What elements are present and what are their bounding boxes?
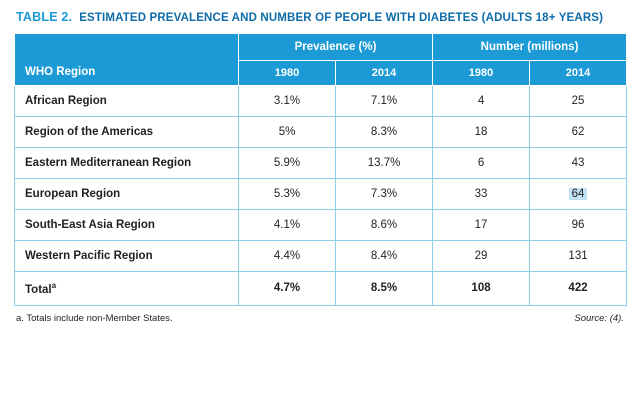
table-row bbox=[15, 117, 627, 148]
row-region-label: Western Pacific Region bbox=[15, 241, 239, 272]
table-row bbox=[15, 179, 627, 210]
table-row bbox=[15, 86, 627, 117]
row-region-label: African Region bbox=[15, 86, 239, 117]
table-title-text: ESTIMATED PREVALENCE AND NUMBER OF PEOPLE WITH DIABETES (ADULTS 18+ YEARS) bbox=[79, 12, 604, 24]
row-region-label: South-East Asia Region bbox=[15, 210, 239, 241]
cell-number-2014: 43 bbox=[530, 148, 627, 179]
cell-number-2014 bbox=[530, 179, 627, 210]
table-row bbox=[15, 241, 627, 272]
cell-prevalence-1980: 4.4% bbox=[239, 241, 336, 272]
cell-number-1980: 6 bbox=[433, 148, 530, 179]
cell-number-2014: 25 bbox=[530, 86, 627, 117]
cell-prevalence-1980: 3.1% bbox=[239, 86, 336, 117]
cell-prevalence-2014: 8.3% bbox=[336, 117, 433, 148]
selected-cell-value[interactable]: 64 bbox=[569, 188, 588, 200]
column-group-header-prevalence: Prevalence (%) bbox=[239, 34, 433, 61]
diabetes-prevalence-table bbox=[14, 33, 627, 306]
row-region-label: Region of the Americas bbox=[15, 117, 239, 148]
cell-total-number-1980: 108 bbox=[433, 272, 530, 306]
column-header-prevalence-1980: 1980 bbox=[239, 61, 336, 86]
cell-prevalence-1980: 5.3% bbox=[239, 179, 336, 210]
table-head bbox=[15, 34, 627, 86]
total-footnote-marker: a bbox=[51, 281, 57, 290]
cell-total-prevalence-1980: 4.7% bbox=[239, 272, 336, 306]
cell-number-1980: 4 bbox=[433, 86, 530, 117]
cell-prevalence-2014: 13.7% bbox=[336, 148, 433, 179]
cell-number-1980: 18 bbox=[433, 117, 530, 148]
cell-number-2014: 96 bbox=[530, 210, 627, 241]
cell-number-1980: 29 bbox=[433, 241, 530, 272]
source-text: Source: (4). bbox=[574, 312, 624, 324]
row-region-label: Eastern Mediterranean Region bbox=[15, 148, 239, 179]
footnote-text: a. Totals include non-Member States. bbox=[16, 312, 173, 324]
cell-number-2014: 131 bbox=[530, 241, 627, 272]
table-row bbox=[15, 148, 627, 179]
table-header-group-row bbox=[15, 34, 627, 61]
column-header-who-region: WHO Region bbox=[15, 34, 239, 86]
table-body bbox=[15, 86, 627, 306]
row-region-label: European Region bbox=[15, 179, 239, 210]
cell-prevalence-2014: 8.6% bbox=[336, 210, 433, 241]
cell-prevalence-1980: 4.1% bbox=[239, 210, 336, 241]
total-label: Total bbox=[25, 283, 52, 296]
column-header-number-1980: 1980 bbox=[433, 61, 530, 86]
cell-number-1980: 33 bbox=[433, 179, 530, 210]
cell-prevalence-1980: 5% bbox=[239, 117, 336, 148]
row-region-label-total bbox=[15, 272, 239, 306]
cell-prevalence-1980: 5.9% bbox=[239, 148, 336, 179]
table-number-label: TABLE 2. bbox=[16, 10, 73, 24]
cell-prevalence-2014: 8.4% bbox=[336, 241, 433, 272]
footnotes bbox=[14, 313, 626, 324]
column-group-header-number: Number (millions) bbox=[433, 34, 627, 61]
cell-total-number-2014: 422 bbox=[530, 272, 627, 306]
cell-total-prevalence-2014: 8.5% bbox=[336, 272, 433, 306]
column-header-number-2014: 2014 bbox=[530, 61, 627, 86]
cell-number-1980: 17 bbox=[433, 210, 530, 241]
cell-number-2014: 62 bbox=[530, 117, 627, 148]
page-title bbox=[14, 10, 628, 24]
table-row bbox=[15, 210, 627, 241]
table-row-total bbox=[15, 272, 627, 306]
cell-prevalence-2014: 7.3% bbox=[336, 179, 433, 210]
column-header-prevalence-2014: 2014 bbox=[336, 61, 433, 86]
cell-prevalence-2014: 7.1% bbox=[336, 86, 433, 117]
